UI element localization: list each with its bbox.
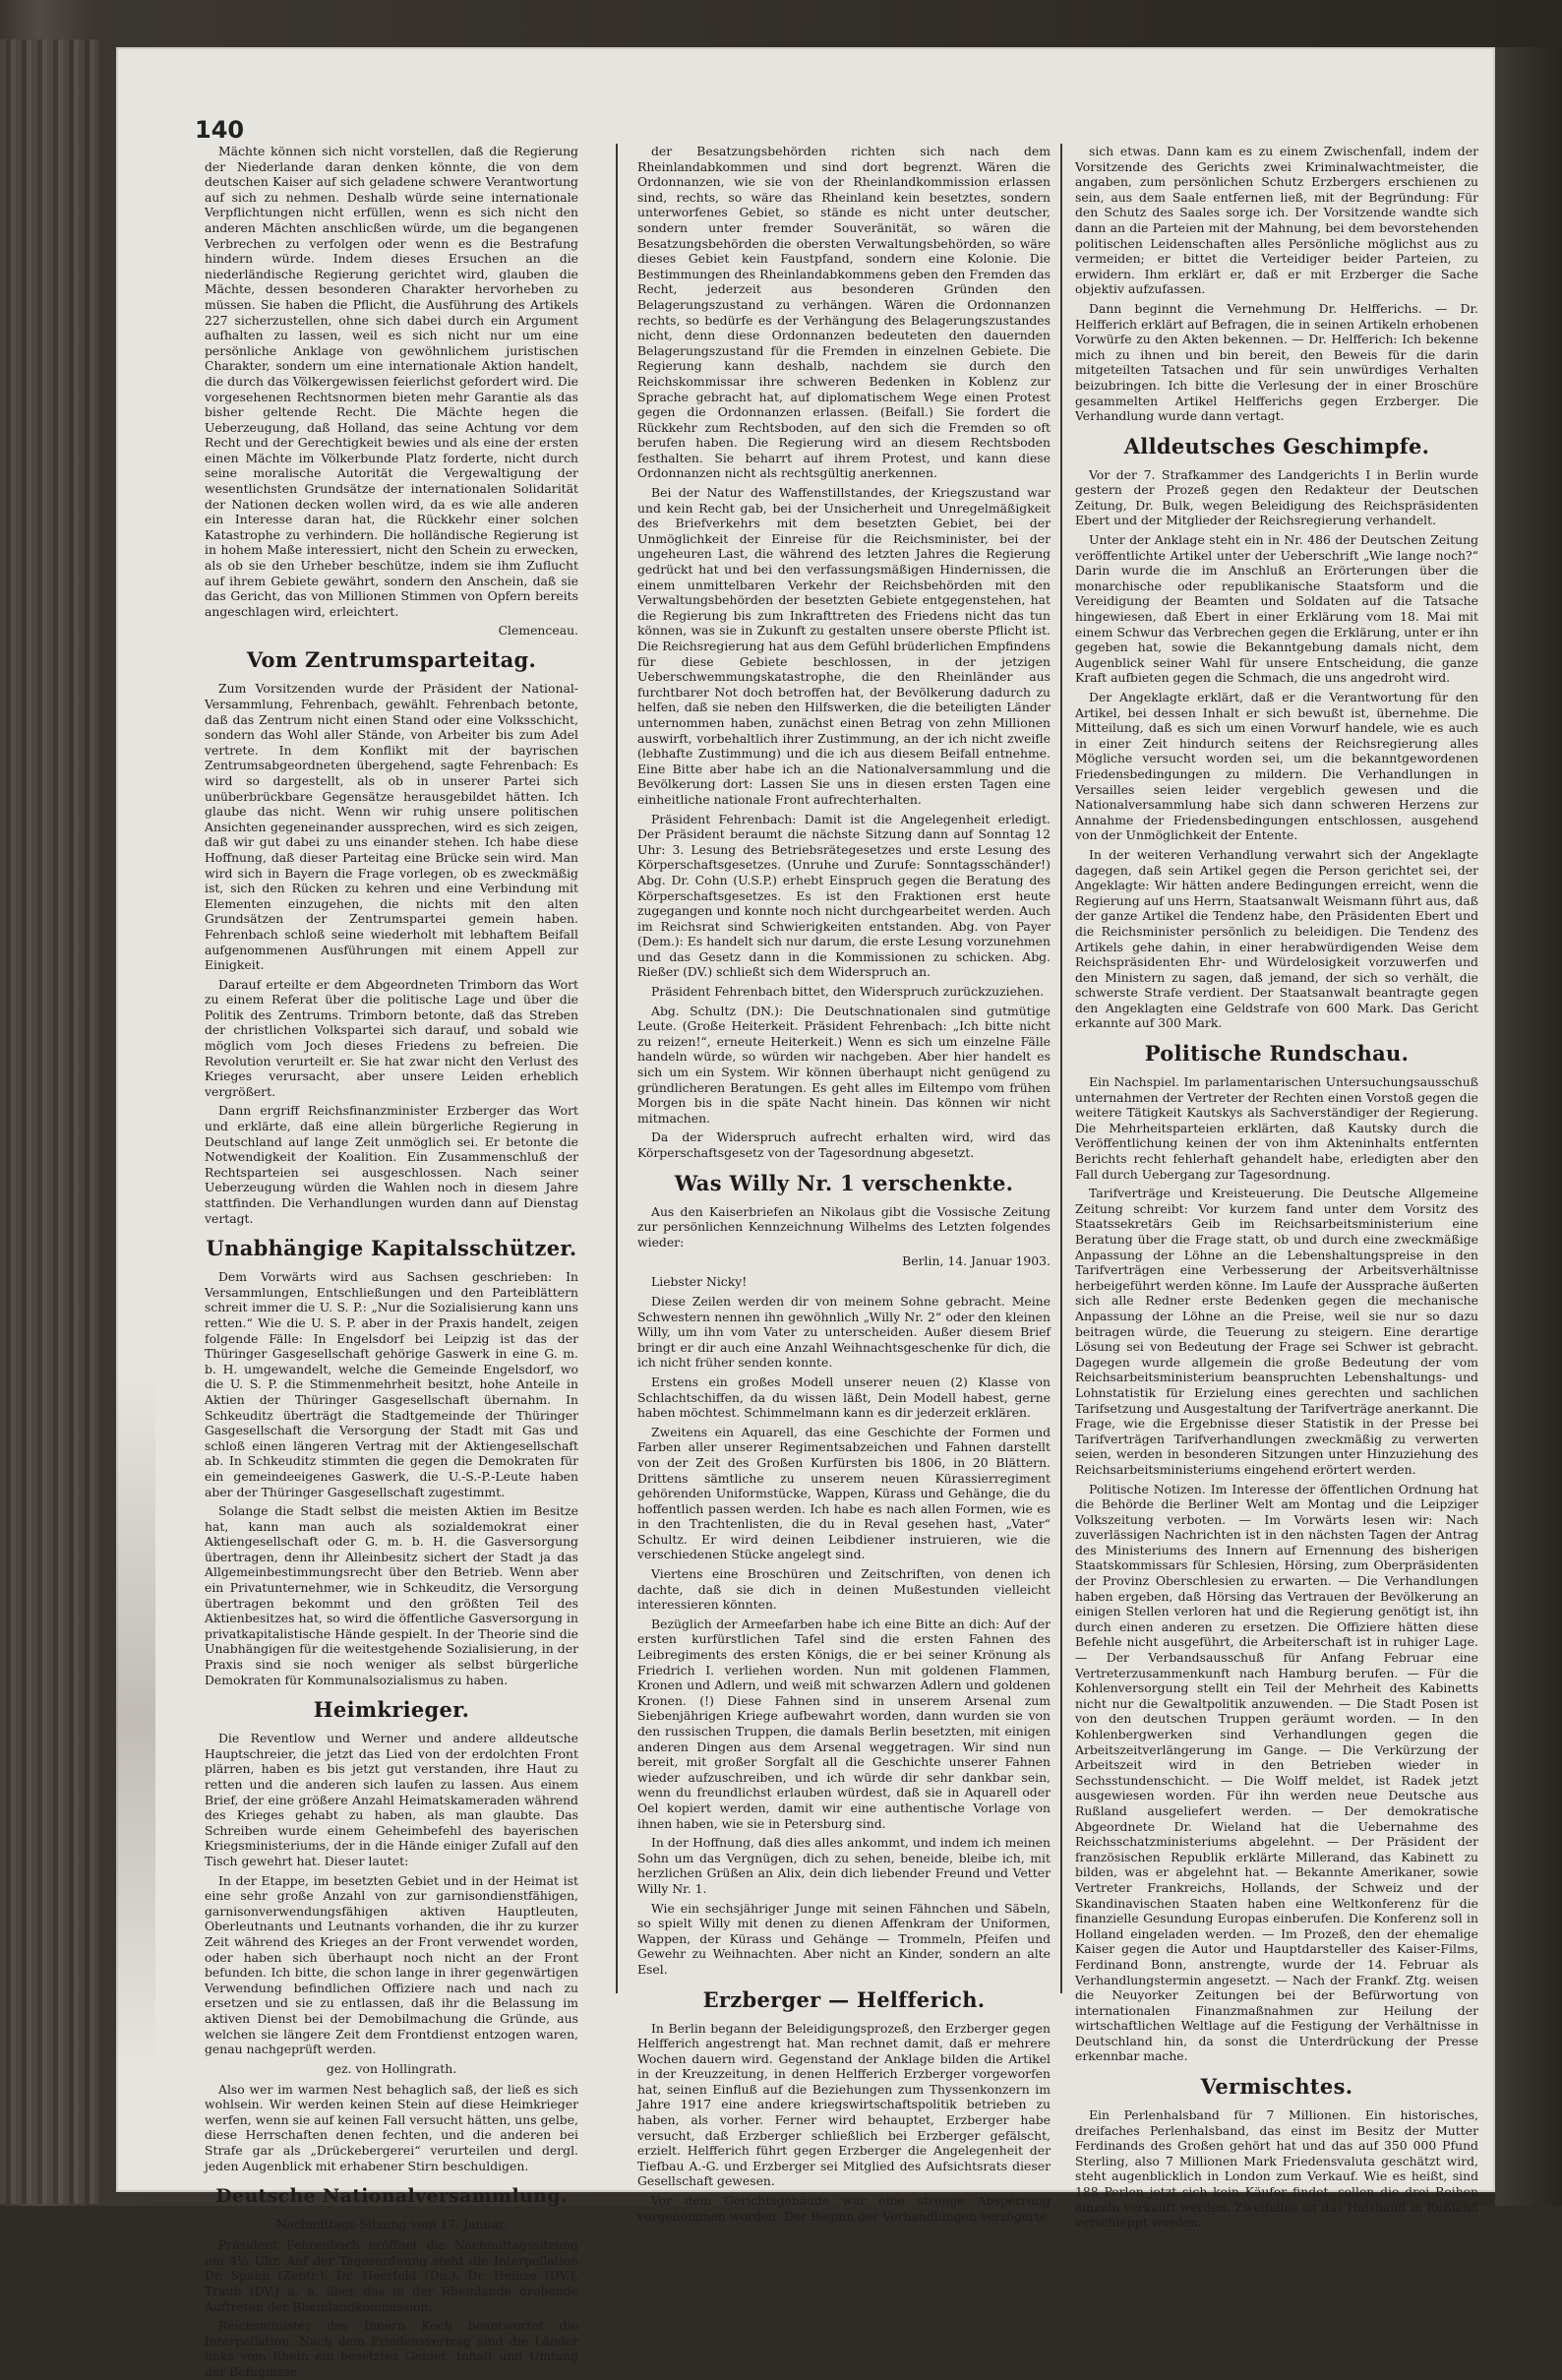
article-paragraph: Reichsminister des Innern Koch beantwortet die Interpellation. Nach dem Friedensvertrag sind die Länder links vom Rhein ein besetztes Gebiet. Inhalt und Umfang der Befugnisse	[205, 2318, 578, 2379]
article-paragraph: Ein Perlenhalsband für 7 Millionen. Ein historisches, dreifaches Perlenhalsband, das einst im Besitz der Mutter Ferdinands des Großen gehört hat und das auf 350 000 Pfund Sterling, also 7 Millionen Mark Friedensvaluta geschätzt wird, steht augenblicklich in London zum Verkauf. Wie es heißt, sind 188 Perlen jetzt sich kein Käufer findet, sollen die drei Reihen einzeln verkauft werden. Zweifellos ist das Halsband in Rußland verschleppt worden.	[1075, 2107, 1478, 2230]
article-paragraph: Vor dem Gerichtsgebäude war eine strenge Absperrung vorgenommen worden. Der Beginn der Verhandlungen verzögerte	[637, 2193, 1051, 2224]
letter-salutation: Liebster Nicky!	[651, 1274, 748, 1290]
headline: Alldeutsches Geschimpfe.	[1123, 433, 1430, 458]
article-paragraph: Zum Vorsitzenden wurde der Präsident der National-Versammlung, Fehrenbach, gewählt. Fehrenbach betonte, daß das Zentrum nicht einen Stand oder eine Volksschicht, sondern das Wohl aller Stände, von Arbeiter bis zum Adel vertrete. In dem Konflikt mit der bayrischen Zentrumsabgeordneten übergehend, sagte Fehrenbach: Es wird so dargestellt, als ob in unserer Partei sich unüberbrückbare Gegensätze herausgebildet hätten. Ich glaube das nicht. Wenn wir ruhig unsere politischen Ansichten gegeneinander aussprechen, wird es sich zeigen, daß wir gut dabei zu uns einander stehen. Ich habe diese Hoffnung, daß dieser Parteitag eine Brücke sein wird. Man wird sich in Bayern die Frage vorlegen, ob es zweckmäßig ist, sich den Rücken zu kehren und eine Verbindung mit Elementen einzugehen, die nichts mit den alten Grundsätzen der Zentrumspartei gemein haben. Fehrenbach schloß seine wiederholt mit lebhaftem Beifall aufgenommenen Ausführungen mit einem Appell zur Einigkeit.	[205, 681, 578, 973]
article-paragraph: Präsident Fehrenbach bittet, den Widerspruch zurückzuziehen.	[651, 984, 1045, 1000]
article-paragraph: In Berlin begann der Beleidigungsprozeß, den Erzberger gegen Helfferich angestrengt hat. Man rechnet damit, daß er mehrere Wochen dauern wird. Gegenstand der Anklage bilden die Artikel in der Kreuzzeitung, in denen Helfferich Erzberger vorgeworfen hat, seinen Einfluß auf die Beziehungen zum Thyssenkonzern im Jahre 1917 eine andere kriegswirtschaftspolitik betrieben zu haben, als vorher. Ferner wird behauptet, Erzberger habe versucht, daß Erzberger schließlich bei Erzberger gefälscht, erzielt. Helfferich führt gegen Erzberger die Angelegenheit der Tiefbau A.-G. und Erzberger sei Mitglied des Aufsichtsrats dieser Gesellschaft gewesen.	[637, 2020, 1051, 2189]
article-paragraph: Abg. Schultz (DN.): Die Deutschnationalen sind gutmütige Leute. (Große Heiterkeit. Präsident Fehrenbach: „Ich bitte nicht zu reizen!“, erneute Heiterkeit.) Wenn es sich um einzelne Fälle handeln würde, so würden wir nachgeben. Aber hier handelt es sich um ein System. Wir können überhaupt nicht genügend zu gründlicheren Beratungen. Es geht alles im Eiltempo vom frühen Morgen bis in die späte Nacht hinein. Das können wir nicht mitmachen.	[637, 1003, 1051, 1126]
letter-date: Berlin, 14. Januar 1903.	[902, 1253, 1051, 1269]
page-number: 140	[195, 116, 245, 144]
headline: Politische Rundschau.	[1144, 1041, 1410, 1067]
article-paragraph: Dann beginnt die Vernehmung Dr. Helfferichs. — Dr. Helfferich erklärt auf Befragen, die in seinen Artikeln erhobenen Vorwürfe zu den Akten bekennen. — Dr. Helfferich: Ich bekenne mich zu ihnen und bin bereit, den Beweis für die darin mitgeteilten Tatsachen und für sein unwürdiges Verhalten beizubringen. Ich bitte die Verlesung der in einer Broschüre gesammelten Artikel Helfferichs gegen Erzberger. Die Verhandlung wurde dann vertagt.	[1075, 300, 1478, 424]
article-paragraph: Wie ein sechsjähriger Junge mit seinen Fähnchen und Säbeln, so spielt Willy mit denen zu dienen Affenkram der Uniformen, Wappen, der Kürass und Gehänge — Trommeln, Pfeifen und Gewehr zu Weihnachten. Aber nicht an Kinder, sondern an alte Esel.	[637, 1900, 1051, 1977]
article-paragraph: Tarifverträge und Kreisteuerung. Die Deutsche Allgemeine Zeitung schreibt: Vor kurzem fand unter dem Vorsitz des Staatssekretärs Geib im Reichsarbeitsministerium eine Beratung über die Frage statt, ob und durch eine zweckmäßige Anpassung der Löhne an die Lebenshaltungspreise in den Tarifverträgen eine Verbesserung der Arbeitsverhältnisse herbeigeführt werden könne. Im Laufe der Aussprache äußerten sich alle Redner erste Bedenken gegen die mechanische Anpassung der Löhne an die Preise, weil sie nur so dazu beitragen würde, die Teuerung zu steigern. Eine derartige Lösung sei von Bedeutung der Frage sei Schwer ist gebracht. Dagegen wurde allgemein die große Bedeutung der vom Reichsarbeitsministerium beanspruchten Lebenshaltungs- und Lohnstatistik für Erzielung eines gerechten und sachlichen Tarifsetzung und Ausgestaltung der Tarifverträge anerkannt. Die Frage, wie die Ergebnisse dieser Statistik in der Presse bei Tarifverträgen Tarifverhandlungen zweckmäßig zu verwerten seien, werden in besonderen Sitzungen unter Hinzuziehung des Reichsarbeitsministeriums eingehend erörtert werden.	[1075, 1186, 1478, 1477]
article-paragraph: Darauf erteilte er dem Abgeordneten Trimborn das Wort zu einem Referat über die politische Lage und über die Politik des Zentrums. Trimborn betonte, daß das Streben der christlichen Volkspartei sich darauf, und sobald wie möglich vom Joch dieses Friedens zu befreien. Die Revolution verurteilt er. Sie hat zwar nicht den Verlust des Krieges verursacht, aber unsere Leiden erheblich vergrößert.	[205, 976, 578, 1099]
column-rule	[616, 144, 618, 1993]
article-paragraph: Also wer im warmen Nest behaglich saß, der ließ es sich wohlsein. Wir werden keinen Stein auf diese Heimkrieger werfen, wenn sie auf keinen Fall versucht hätten, uns gelbe, diese Herrschaften denen fechten, und die anderen bei Strafe gar als „Drückebergerei“ verurteilen und dergl. jeden Augenblick mit erhabener Stirn beschuldigen.	[205, 2081, 578, 2173]
page-edge-shadow	[1495, 47, 1562, 2206]
article-paragraph: der Besatzungsbehörden richten sich nach dem Rheinlandabkommen und sind dort begrenzt. Wären die Ordonnanzen, wie sie von der Rheinlandkommission erlassen sind, rechts, so wäre das Rheinland kein besetztes, sondern unterworfenes Gebiet, so stände es nicht unter deutscher, sondern unter fremder Souveränität, so wären die Besatzungsbehörden die obersten Verwaltungsbehörden, so wäre dieses Gebiet kein Faustpfand, sondern eine Kolonie. Die Bestimmungen des Rheinlandabkommens geben den Fremden das Recht, jederzeit aus besonderen Gründen den Belagerungszustand zu verhängen. Wären die Ordonnanzen rechts, so bedürfe es der Verhängung des Belagerungszustandes nicht, denn diese Ordonnanzen bedeuteten den dauernden Belagerungszustand für die Fremden in einzelnen Gebiete. Die Regierung kann deshalb, nachdem sie durch den Reichskommissar ihre schweren Bedenken in Koblenz zur Sprache gebracht hat, auf diplomatischem Wege einen Protest gegen die Ordonnanzen erlassen. (Beifall.) Sie fordert die Rückkehr zum Rechtsboden, auf den sich die Fremden so oft berufen haben. Die Regierung wird an diesem Rechtsboden festhalten. Sie beharrt auf ihrem Protest, und kann diese Ordonnanzen nicht als rechtsgültig anerkennen.	[637, 144, 1051, 481]
headline: Vermischtes.	[1200, 2074, 1353, 2100]
article-paragraph: Da der Widerspruch aufrecht erhalten wird, wird das Körperschaftsgesetz von der Tagesordnung abgesetzt.	[637, 1129, 1051, 1160]
article-paragraph: Präsident Fehrenbach: Damit ist die Angelegenheit erledigt. Der Präsident beraumt die nächste Sitzung dann auf Sonntag 12 Uhr: 3. Lesung des Betriebsrätegesetzes und erste Lesung des Körperschaftsgesetzes. (Unruhe und Zurufe: Sonntagsschänder!) Abg. Dr. Cohn (U.S.P.) erhebt Einspruch gegen die Beratung des Körperschaftsgesetzes. Es ist den Fraktionen erst heute zugegangen und konnte noch nicht durchgearbeitet werden. Auch im Reichsrat sind Schwierigkeiten entstanden. Abg. von Payer (Dem.): Es handelt sich nur darum, die erste Lesung vorzunehmen und das Gesetz dann in die Kommissionen zu schicken. Abg. Rießer (DV.) schließt sich dem Widerspruch an.	[637, 811, 1051, 980]
article-paragraph: In der Etappe, im besetzten Gebiet und in der Heimat ist eine sehr große Anzahl von zur garnisondienstfähigen, garnisonverwendungsfähigen aktiven Hauptleuten, Oberleutnants und Leutnants vorhanden, die ihr zu kurzer Zeit während des Krieges an der Front verwendet worden, oder haben sich überhaupt noch nicht an der Front befunden. Ich bitte, die schon lange in ihrer gegenwärtigen Verwendung befindlichen Offiziere nach und nach zu ersetzen und sie zu entlassen, daß ihr die Belassung im aktiven Dienst bei der Demobilmachung die Gründe, aus welchen sie längere Zeit dem Frontdienst entzogen waren, genau nachgeprüft werden.	[205, 1872, 578, 2057]
signature: gez. von Hollingrath.	[326, 2060, 457, 2076]
newspaper-page	[116, 47, 1495, 2379]
article-paragraph: Dann ergriff Reichsfinanzminister Erzberger das Wort und erklärte, daß eine allein bürgerliche Regierung in Deutschland auf lange Zeit unmöglich sei. Er betonte die Notwendigkeit der Koalition. Ein Zusammenschluß der Rechtsparteien sei ausgeschlossen. Nach seiner Ueberzeugung würden die Wahlen noch in diesem Jahre stattfinden. Die Verhandlungen wurden dann auf Dienstag vertagt.	[205, 1103, 578, 1226]
article-paragraph: Solange die Stadt selbst die meisten Aktien im Besitze hat, kann man auch als sozialdemokrat einer Aktiengesellschaft oder G. m. b. H. die Gasversorgung übertragen, denn ihr Alleinbesitz sichert der Stadt ja das Allgemeinbestimmungsrecht über den Betrieb. Wenn aber ein Privatunternehmer, wie in Schkeuditz, die Versorgung übertragen bekommt und den größten Teil des Aktienbesitzes hat, so wird die öffentliche Gasversorgung in privatkapitalistische Hände gespielt. In der Theorie sind die Unabhängigen für die weitestgehende Sozialisierung, in der Praxis sind sie noch weniger als selbst bürgerliche Demokraten für Kommunalsozialismus zu haben.	[205, 1503, 578, 1687]
subheadline: Nachmittags-Sitzung vom 17. Januar.	[275, 2217, 508, 2232]
column-middle	[637, 144, 1051, 2224]
article-paragraph: Vor der 7. Strafkammer des Landgerichts I in Berlin wurde gestern der Prozeß gegen den Redakteur der Deutschen Zeitung, Dr. Bulk, wegen Beleidigung des Reichspräsidenten Ebert und der Mitglieder der Reichsregierung verhandelt.	[1075, 466, 1478, 528]
article-paragraph: Erstens ein großes Modell unserer neuen (2) Klasse von Schlachtschiffen, da du wissen läßt, Dein Modell habest, gerne haben möchtest. Schimmelmann kann es dir jederzeit erklären.	[637, 1373, 1051, 1421]
column-left	[205, 144, 578, 2379]
article-paragraph: Viertens eine Broschüren und Zeitschriften, von denen ich dachte, daß sie dich in deinen Mußestunden vielleicht interessieren könnten.	[637, 1566, 1051, 1613]
headline: Erzberger — Helfferich.	[702, 1986, 986, 2012]
article-paragraph: Mächte können sich nicht vorstellen, daß die Regierung der Niederlande daran denken könnte, die von dem deutschen Kaiser auf sich geladene schwere Verantwortung auf sich zu nehmen. Deshalb würde seine internationale Verpflichtungen nicht erfüllen, wenn es sich nicht den anderen Mächten anschlicßen würde, um die begangenen Verbrechen zu verfolgen oder wenn es die Bestrafung hindern würde. Indem dieses Ersuchen an die niederländische Regierung gerichtet wird, glauben die Mächte, dessen besonderen Charakter hervorheben zu müssen. Sie haben die Pflicht, die Ausführung des Artikels 227 sicherzustellen, ohne sich dabei durch ein Argument aufhalten zu lassen, weil es sich nicht nur um eine persönliche Anklage von gewöhnlichem juristischen Charakter, sondern um eine internationale Aktion handelt, die durch das Völkergewissen feierlichst gefordert wird. Die vorgesehenen Rechtsnormen bieten mehr Garantie als das bisher geltende Recht. Die Mächte hegen die Ueberzeugung, daß Holland, das seine Achtung vor dem Recht und der Gerechtigkeit bewies und als eine der ersten einen Mächte im Völkerbunde Platz forderte, nicht durch seine moralische Autorität die Vergewaltigung der wesentlichsten Grundsätze der internationalen Solidarität der Nationen decken wollen wird, da es wie alle anderen ein Interesse daran hat, die Rückkehr einer solchen Katastrophe zu verhindern. Die holländische Regierung ist in hohem Maße interessiert, nicht den Schein zu erwecken, als ob sie den Urheber beschütze, indem sie ihm Zuflucht auf ihrem Gebiete gewährt, sondern den Anschein, daß sie das Gericht, das von Millionen Stimmen von Opfern bereits angeschlagen wird, erleichtert.	[205, 144, 578, 619]
column-rule	[1060, 144, 1062, 1993]
article-paragraph: Bezüglich der Armeefarben habe ich eine Bitte an dich: Auf der ersten kurfürstlichen Tafel sind die ersten Fahnen des Leibregiments des ersten Königs, die er bei seiner Krönung als Friedrich I. verliehen worden. Nun mit goldenen Flammen, Kronen und Adlern, und weiß mit schwarzen Adlern und goldenen Kronen. (!) Diese Fahnen sind in unserem Arsenal zum Siebenjährigen Kriege aufbewahrt worden, dann wurden sie von den russischen Truppen, die damals Berlin besetzten, mit einigen anderen Dingen aus dem Arsenal weggetragen. Wir sind nun bereit, mit großer Sorgfalt all die Geschichte unserer Fahnen wieder aufzuschreiben, und ich würde dir sehr dankbar sein, wenn du freundlichst erlauben würdest, daß sie in Aquarell oder Oel kopiert werden, damit wir eine authentische Vorlage von ihnen haben, wie sie in Petersburg sind.	[637, 1616, 1051, 1831]
headline: Deutsche Nationalversammlung.	[215, 2185, 568, 2208]
headline: Heimkrieger.	[313, 1697, 470, 1723]
article-paragraph: Zweitens ein Aquarell, das eine Geschichte der Formen und Farben aller unserer Regimentsabzeichen und Fahnen darstellt von der Zeit des Großen Kurfürsten bis 1806, in 20 Blättern. Drittens sämtliche zu unserem neuen Kürassierregiment gehörenden Uniformstücke, Wappen, Kürass und Gehänge, die du hoffentlich passen werden. Ich habe es nach allen Formen, wie es in den Trachtenlisten, die du in Reval gesehen hast, „Vater“ Schultz. Er wird deinen Leibdiener instruieren, wie die verschiedenen Stücke angelegt sind.	[637, 1424, 1051, 1562]
headline: Unabhängige Kapitalsschützer.	[206, 1236, 577, 1261]
article-paragraph: Präsident Fehrenbach eröffnet die Nachmittagssitzung um 4½ Uhr. Auf der Tagesordnung steht die Interpellation Dr. Spahn (Zentr.), Dr. Heerfeld (Dn.), Dr. Heinze (DV.), Traub (DV.) u. a. über das in der Rheinlande drohende Auftreten der Rheinlandkommission.	[205, 2237, 578, 2314]
article-paragraph: In der weiteren Verhandlung verwahrt sich der Angeklagte dagegen, daß sein Artikel gegen die Person gerichtet sei, der Angeklagte: Wir hätten andere Bedingungen erreicht, wenn die Regierung auf uns Herrn, Staatsanwalt Weismann führt aus, daß der ganze Artikel die Tendenz habe, den Präsidenten Ebert und die Reichsminister persönlich zu beleidigen. Die Tendenz des Artikels gehe dahin, in einer herabwürdigenden Weise dem Reichspräsidenten Ehr- und Würdelosigkeit vorzuwerfen und den Ministern zu sagen, daß jemand, der sich so verhält, die schwerste Strafe verdient. Der Staatsanwalt beantragte gegen den Angeklagten eine Geldstrafe von 600 Mark. Das Gericht erkannte auf 300 Mark.	[1075, 846, 1478, 1031]
page-stain	[116, 1375, 155, 2064]
article-paragraph: Bei der Natur des Waffenstillstandes, der Kriegszustand war und kein Recht gab, bei der Unsicherheit und Unregelmäßigkeit des Briefverkehrs mit dem besetzten Gebiet, bei der Unmöglichkeit der Einreise für die Reichsminister, bei der ungeheuren Last, die während des letzten Jahres die Regierung gedrückt hat und bei den verfassungsmäßigen Hindernissen, die einem unmittelbaren Verkehr der Reichsbehörden mit den Verwaltungsbehörden der besetzten Gebiete entgegenstehen, hat die Regierung bis zum Inkrafttreten des Friedens nicht das tun können, was sie in Zukunft zu gestalten unsere oberste Pflicht ist. Die Reichsregierung hat aus dem Gefühl brüderlichen Empfindens für diese Gebiete beschlossen, in der jetzigen Ueberschwemmungskatastrophe, die den Rheinländer aus furchtbarer Not doch betroffen hat, der Bevölkerung dadurch zu helfen, daß sie neben den Hilfswerken, die die beteiligten Länder unternommen haben, zunächst einen Betrag von zehn Millionen auswirft, vorbehaltlich ihrer Zustimmung, an der ich nicht zweifle (lebhafte Zustimmung) und die ich aus diesem Beifall entnehme. Eine Bitte aber habe ich an die Nationalversammlung und die Bevölkerung dort: Lassen Sie uns in diesen ersten Tagen eine einheitliche nationale Front aufrechterhalten.	[637, 485, 1051, 807]
article-paragraph: Diese Zeilen werden dir von meinem Sohne gebracht. Meine Schwestern nennen ihn gewöhnlich „Willy Nr. 2“ oder den kleinen Willy, um ihn vom Vater zu unterscheiden. Außer diesem Brief bringt er dir auch eine Anzahl Weihnachtsgeschenke für dich, die ich nicht früher senden konnte.	[637, 1293, 1051, 1371]
headline: Was Willy Nr. 1 verschenkte.	[674, 1170, 1014, 1195]
article-paragraph: Die Reventlow und Werner und andere alldeutsche Hauptschreier, die jetzt das Lied von der erdolchten Front plärren, haben es bis jetzt gut verstanden, ihre Haut zu retten und die anderen sich laufen zu lassen. Aus einem Brief, der eine größere Anzahl Heimatskameraden während des Krieges gehabt zu haben, als man glaubte. Das Schreiben wurde einem Geheimbefehl des bayerischen Kriegsministeriums, der in die Hände einiger Zufall auf den Tisch gewehrt hat. Dieser lautet:	[205, 1731, 578, 1868]
book-binding	[0, 39, 98, 2204]
article-paragraph: Unter der Anklage steht ein in Nr. 486 der Deutschen Zeitung veröffentlichte Artikel unter der Ueberschrift „Wie lange noch?“ Darin wurde die im Anschluß an Erörterungen über die monarchische oder republikanische Staatsform und die Vereidigung der Beamten und Soldaten auf die Tatsache hingewiesen, daß Ebert in einer Erklärung vom 18. Mai mit einem Schwur das Verbrechen gegen die Erklärung, unter er ihn gegeben hat, sowie die Bekanntgebung damals nicht, dem Augenblick seiner Wahl für unsere Entscheidung, die ganze Kraft aufbieten gegen die Schmach, die uns angedroht wird.	[1075, 532, 1478, 686]
article-paragraph: Dem Vorwärts wird aus Sachsen geschrieben: In Versammlungen, Entschließungen und den Parteiblättern schreit immer die U. S. P.: „Nur die Sozialisierung kann uns retten.“ Wie die U. S. P. aber in der Praxis handelt, zeigen folgende Fälle: In Engelsdorf bei Leipzig ist das der Thüringer Gasgesellschaft gehörige Gaswerk in eine G. m. b. H. umgewandelt, welche die Gemeinde Engelsdorf, wo die U. S. P. die Stimmenmehrheit besitzt, hohe Anteile in Aktien der Thüringer Gasgesellschaft übernahm. In Schkeuditz überträgt die Stadtgemeinde der Thüringer Gasgesellschaft die Versorgung der Stadt mit Gas und schloß einen längeren Vertrag mit der Aktiengesellschaft ab. In Schkeuditz stimmten die gegen die Demokraten für ein gemeindeeigenes Gaswerk, die U.-S.-P.-Leute haben aber der Thüringer Gasgesellschaft zugestimmt.	[205, 1269, 578, 1499]
column-right	[1075, 144, 1478, 2230]
article-paragraph: Politische Notizen. Im Interesse der öffentlichen Ordnung hat die Behörde die Berliner Welt am Montag und die Leipziger Volkszeitung verboten. — Im Vorwärts lesen wir: Nach zuverlässigen Nachrichten ist in den nächsten Tagen der Antrag des Ministeriums des Innern auf Ernennung des bisherigen Staatskommissars für Schlesien, Hörsing, zum Oberpräsidenten der Provinz Oberschlesien zu erwarten. — Die Verhandlungen haben ergeben, daß Hörsing das Vertrauen der Bevölkerung an einigen Stellen verloren hat und die Regierung genötigt ist, ihn durch einen anderen zu ersetzen. Die Offiziere hätten diese Befehle nicht ausgeführt, die Arbeiterschaft ist in ruhiger Lage. — Der Verbandsausschuß für Anfang Februar eine Vertreterzusammenkunft nach Hamburg berufen. — Für die Kohlenversorgung stellt ein Teil der Mehrheit des Kabinetts nicht nur die Gewaltpolitik anzuwenden. — Die Stadt Posen ist von den deutschen Truppen geräumt worden. — In den Kohlenbergwerken sind Verhandlungen gegen die Arbeitszeitverlängerung im Gange. — Die Verkürzung der Arbeitszeit wird in den Betrieben wieder in Sechsstundenschicht. — Die Wolff meldet, ist Radek jetzt ausgewiesen worden. Für ihn werden neue Deutsche aus Rußland ausgeliefert werden. — Der demokratische Abgeordnete Dr. Wieland hat die Uebernahme des Reichsschatzministeriums abgelehnt. — Der Präsident der französischen Republik erklärte Millerand, das Kabinett zu bilden, was er abgelehnt hat. — Bekannte Amerikaner, sowie Vertreter Frankreichs, Hollands, der Schweiz und der Skandinavischen Staaten haben eine Weltkonferenz für die finanzielle Gesundung Europas einberufen. Die Konferenz soll in Holland eingeladen werden. — Im Prozeß, den der ehemalige Kaiser gegen die Autor und Hauptdarsteller des Kaiser-Films, Ferdinand Bonn, anstrengte, wurde der 14. Februar als Verhandlungstermin angesetzt. — Nach der Frankf. Ztg. weisen die Neuyorker Zeitungen bei der Befürwortung von internationalen Finanzmaßnahmen zur Heilung der wirtschaftlichen Weltlage auf die Festigung der Verhältnisse in Deutschland hin, da sonst die Unterdrückung der Presse erkennbar mache.	[1075, 1481, 1478, 2064]
article-paragraph: Ein Nachspiel. Im parlamentarischen Untersuchungsausschuß unternahmen der Vertreter der Rechten einen Vorstoß gegen die weitere Tätigkeit Kautskys als Sachverständiger der Regierung. Die Mehrheitsparteien erklärten, daß Kautsky durch die Veröffentlichung keinen der von ihm Akteninhalts entfernten Berichts recht fehlerhaft gehandelt habe, erledigten aber den Fall durch Uebergang zur Tagesordnung.	[1075, 1074, 1478, 1182]
article-intro: Aus den Kaiserbriefen an Nikolaus gibt die Vossische Zeitung zur persönlichen Kennzeichnung Wilhelms des Letzten folgendes wieder:	[637, 1203, 1051, 1250]
signature: Clemenceau.	[498, 623, 578, 639]
article-paragraph: Der Angeklagte erklärt, daß er die Verantwortung für den Artikel, bei dessen Inhalt er sich bewußt ist, übernehme. Die Mitteilung, daß es sich um einen Vorwurf handele, wie es auch in einer Zeit hindurch seitens der Reichsregierung alles Mögliche versucht worden sei, um die bekanntgewordenen Friedensbedingungen zu mildern. Die Verhandlungen in Versailles seien leider vergeblich gewesen und die Nationalversammlung habe sich dann schweren Herzens zur Annahme der Friedensbedingungen entschlossen, ausgehend von der Unmöglichkeit der Entente.	[1075, 690, 1478, 843]
article-paragraph: In der Hoffnung, daß dies alles ankommt, und indem ich meinen Sohn um das Vergnügen, dich zu sehen, beneide, bleibe ich, mit herzlichen Grüßen an Alix, dein dich liebender Freund und Vetter Willy Nr. 1.	[637, 1835, 1051, 1896]
article-paragraph: sich etwas. Dann kam es zu einem Zwischenfall, indem der Vorsitzende des Gerichts zwei Kriminalwachtmeister, die angaben, zum persönlichen Schutz Erzbergers erschienen zu sein, aus dem Saale entfernen ließ, mit der Begründung: Für den Schutz des Saales sorge ich. Der Vorsitzende wandte sich dann an die Parteien mit der Mahnung, bei dem bevorstehenden politischen Leidenschaften alles Persönliche möglichst aus zu vermeiden; er bittet die Verteidiger beider Parteien, zu erwidern. Ihm erklärt er, daß er mit Erzberger die Sache objektiv aufzufassen.	[1075, 144, 1478, 297]
headline: Vom Zentrumsparteitag.	[246, 647, 537, 673]
